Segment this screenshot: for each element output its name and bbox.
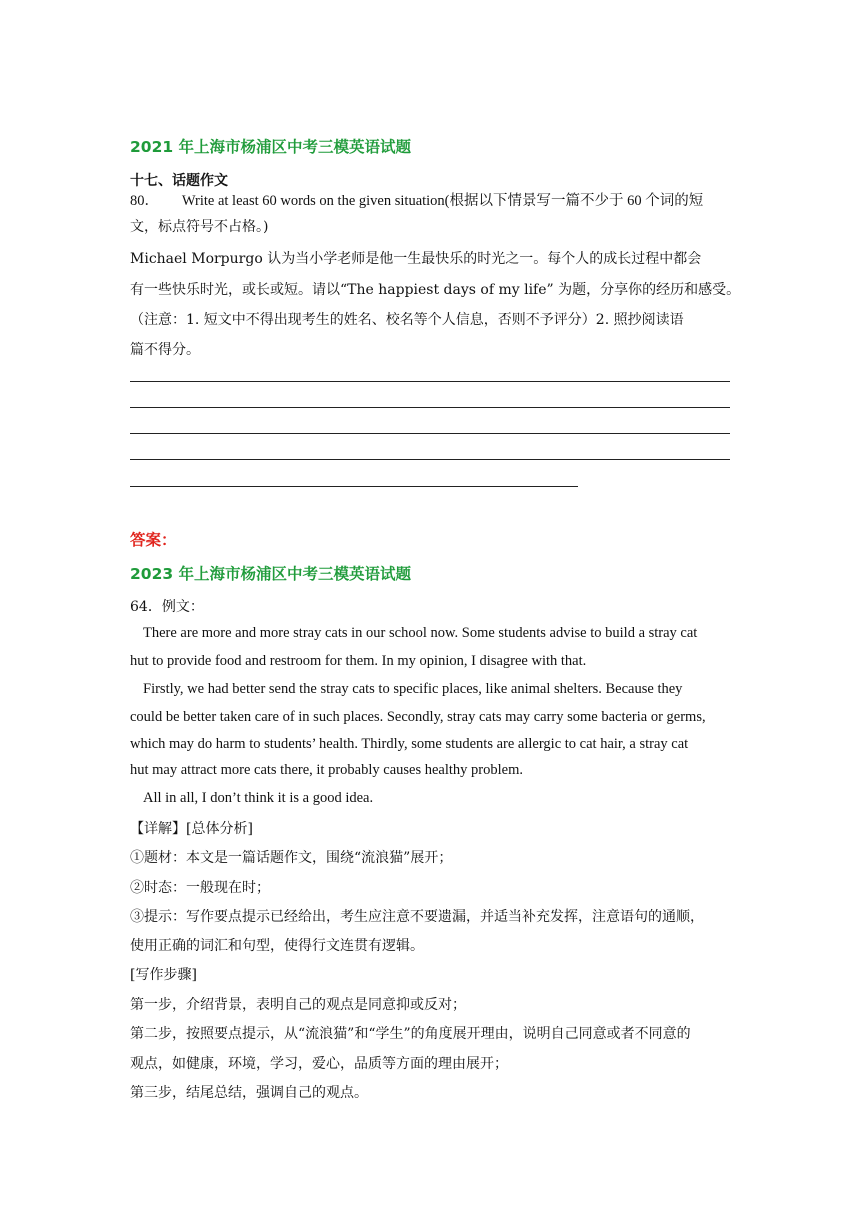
detail-heading: 【详解】[总体分析] <box>130 821 253 837</box>
essay-line: All in all, I don’t think it is a good idea. <box>143 790 374 806</box>
steps-heading: [写作步骤] <box>130 967 197 983</box>
exam-2021-title: 2021 年上海市杨浦区中考三模英语试题 <box>130 138 412 156</box>
question-80-line1 <box>130 189 703 210</box>
essay-line: Firstly, we had better send the stray cats to specific places, like animal shelters. Because they <box>143 681 683 697</box>
situation-line2: 有一些快乐时光，或长或短。请以“The happiest days of my life” 为题，分享你的经历和感受。 <box>130 282 741 298</box>
question-number: 80． <box>130 193 159 209</box>
essay-line: which may do harm to students’ health. Thirdly, some students are allergic to cat hair, a stray cat <box>130 736 689 752</box>
answer-line[interactable] <box>130 459 730 460</box>
answer-line[interactable] <box>130 381 730 382</box>
writing-step: 观点，如健康，环境，学习，爱心，品质等方面的理由展开； <box>130 1056 508 1072</box>
essay-line: There are more and more stray cats in our school now. Some students advise to build a stray cat <box>143 625 698 641</box>
writing-step: 第三步，结尾总结，强调自己的观点。 <box>130 1085 368 1101</box>
analysis-point: ①题材：本文是一篇话题作文，围绕“流浪猫”展开； <box>130 850 453 866</box>
essay-line: hut to provide food and restroom for them. In my opinion, I disagree with that. <box>130 653 587 669</box>
question-80-line2: 文，标点符号不占格。) <box>130 219 269 235</box>
answer-line[interactable] <box>130 486 578 487</box>
exam-2023-title: 2023 年上海市杨浦区中考三模英语试题 <box>130 565 412 583</box>
analysis-point: 使用正确的词汇和句型，使得行文连贯有逻辑。 <box>130 938 424 954</box>
answer-label: 答案： <box>130 531 177 549</box>
situation-line1: Michael Morpurgo 认为当小学老师是他一生最快乐的时光之一。每个人的成长过程中都会 <box>130 251 702 267</box>
question-prompt: Write at least 60 words on the given situation(根据以下情景写一篇不少于 60 个词的短 <box>181 193 704 209</box>
essay-line: hut may attract more cats there, it probably causes healthy problem. <box>130 762 523 778</box>
answer-line[interactable] <box>130 407 730 408</box>
question-64-label: 64．例文： <box>130 599 204 615</box>
answer-line[interactable] <box>130 433 730 434</box>
analysis-point: ②时态：一般现在时； <box>130 880 270 896</box>
writing-step: 第一步，介绍背景，表明自己的观点是同意抑或反对； <box>130 997 466 1013</box>
writing-step: 第二步，按照要点提示，从“流浪猫”和“学生”的角度展开理由，说明自己同意或者不同意的 <box>130 1026 691 1042</box>
essay-line: could be better taken care of in such places. Secondly, stray cats may carry some bacteria or germs, <box>130 709 706 725</box>
situation-line4: 篇不得分。 <box>130 342 200 358</box>
situation-line3: （注意：1. 短文中不得出现考生的姓名、校名等个人信息，否则不予评分）2. 照抄阅读语 <box>130 312 684 328</box>
analysis-point: ③提示：写作要点提示已经给出，考生应注意不要遗漏，并适当补充发挥，注意语句的通顺， <box>130 909 704 925</box>
section-heading: 十七、话题作文 <box>130 173 228 189</box>
